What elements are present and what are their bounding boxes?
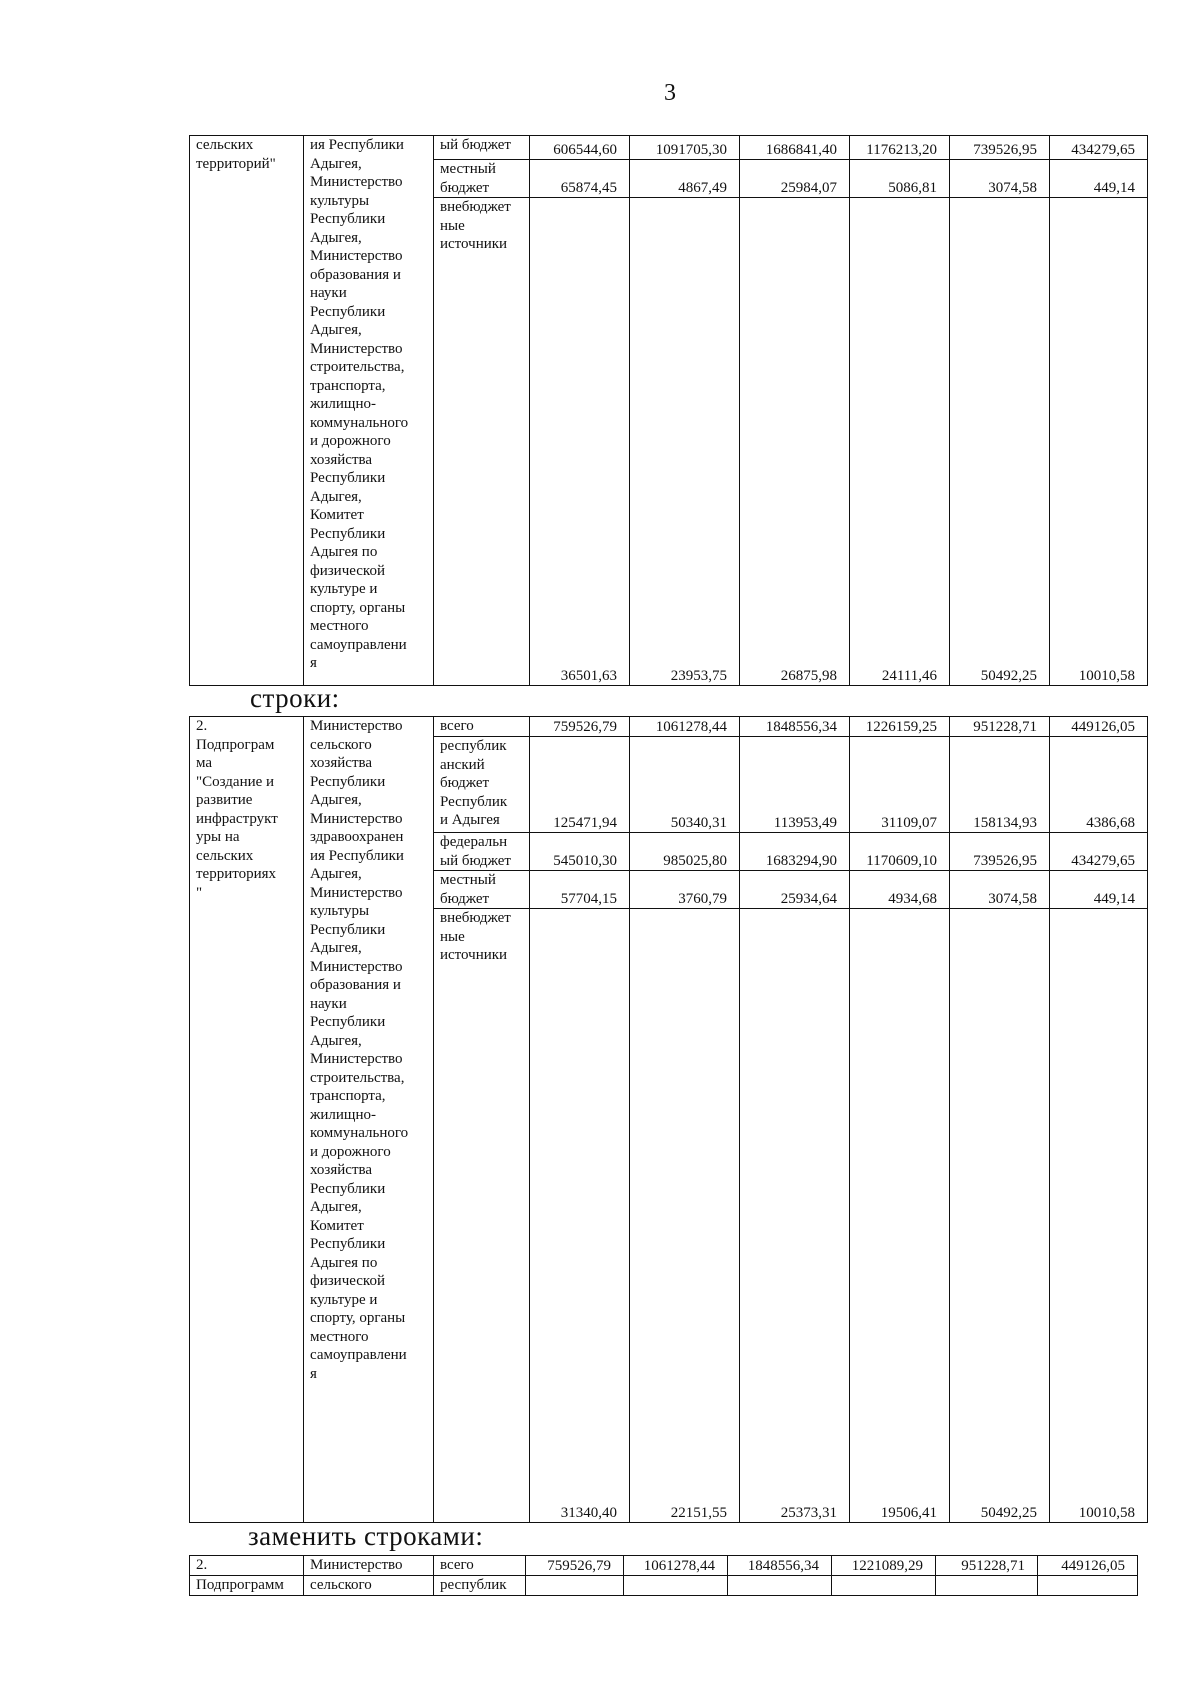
value-cell: 759526,79 xyxy=(526,1556,624,1576)
value-cell: 1091705,30 xyxy=(630,136,740,160)
value-cell: 57704,15 xyxy=(530,871,630,909)
source-cell: всего xyxy=(434,1556,526,1576)
value-cell: 449126,05 xyxy=(1050,717,1148,737)
value-cell: 22151,55 xyxy=(630,909,740,1523)
value-cell: 739526,95 xyxy=(950,833,1050,871)
value-cell: 19506,41 xyxy=(850,909,950,1523)
value-cell: 951228,71 xyxy=(936,1556,1038,1576)
value-cell: 50340,31 xyxy=(630,737,740,833)
value-cell: 4934,68 xyxy=(850,871,950,909)
source-cell: внебюджет ные источники xyxy=(434,198,530,686)
value-cell: 1170609,10 xyxy=(850,833,950,871)
value-cell: 25984,07 xyxy=(740,160,850,198)
value-cell xyxy=(526,1576,624,1596)
value-cell: 50492,25 xyxy=(950,198,1050,686)
value-cell: 449126,05 xyxy=(1038,1556,1138,1576)
value-cell: 125471,94 xyxy=(530,737,630,833)
program-cell: 2. Подпрограм ма "Создание и развитие инфраструкт уры на сельских территориях " xyxy=(190,717,304,1523)
value-cell: 25934,64 xyxy=(740,871,850,909)
value-cell: 606544,60 xyxy=(530,136,630,160)
value-cell: 31109,07 xyxy=(850,737,950,833)
source-cell: местный бюджет xyxy=(434,160,530,198)
value-cell: 3074,58 xyxy=(950,160,1050,198)
value-cell: 10010,58 xyxy=(1050,909,1148,1523)
value-cell: 1176213,20 xyxy=(850,136,950,160)
value-cell xyxy=(1038,1576,1138,1596)
value-cell: 36501,63 xyxy=(530,198,630,686)
table-row xyxy=(190,1576,1138,1596)
source-cell: ый бюджет xyxy=(434,136,530,160)
section-heading-strings: строки: xyxy=(250,683,340,713)
table-row xyxy=(190,717,1148,737)
program-cell: сельских территорий" xyxy=(190,136,304,686)
value-cell: 1683294,90 xyxy=(740,833,850,871)
value-cell: 1848556,34 xyxy=(740,717,850,737)
table-row xyxy=(190,136,1148,160)
source-cell: республик анский бюджет Республик и Адыгея xyxy=(434,737,530,833)
table-new-rows xyxy=(189,1555,1138,1596)
value-cell: 113953,49 xyxy=(740,737,850,833)
value-cell: 951228,71 xyxy=(950,717,1050,737)
value-cell: 434279,65 xyxy=(1050,136,1148,160)
value-cell: 449,14 xyxy=(1050,160,1148,198)
value-cell: 4867,49 xyxy=(630,160,740,198)
value-cell: 759526,79 xyxy=(530,717,630,737)
value-cell: 1848556,34 xyxy=(728,1556,832,1576)
value-cell: 50492,25 xyxy=(950,909,1050,1523)
program-cell: 2. xyxy=(190,1556,304,1576)
value-cell: 158134,93 xyxy=(950,737,1050,833)
executor-cell: Министерство xyxy=(304,1556,434,1576)
table-continued xyxy=(189,135,1148,686)
value-cell xyxy=(832,1576,936,1596)
source-cell: федеральн ый бюджет xyxy=(434,833,530,871)
source-cell: республик xyxy=(434,1576,526,1596)
value-cell: 545010,30 xyxy=(530,833,630,871)
value-cell: 1686841,40 xyxy=(740,136,850,160)
source-cell: внебюджет ные источники xyxy=(434,909,530,1523)
value-cell: 1061278,44 xyxy=(624,1556,728,1576)
value-cell: 26875,98 xyxy=(740,198,850,686)
value-cell: 4386,68 xyxy=(1050,737,1148,833)
executor-cell: Министерство сельского хозяйства Республики Адыгея, Министерство здравоохранен ия Республики Адыгея, Министерство культуры Республики Адыгея, Министерство образования и науки Республики Адыгея, Министерство строительства, транспорта, жилищно- коммунального и дорожного хозяйства Республики Адыгея, Комитет Республики Адыгея по физической культуре и спорту, органы местного самоуправлени я xyxy=(304,717,434,1523)
executor-cell: сельского xyxy=(304,1576,434,1596)
source-cell: местный бюджет xyxy=(434,871,530,909)
value-cell: 31340,40 xyxy=(530,909,630,1523)
value-cell xyxy=(624,1576,728,1596)
executor-cell: ия Республики Адыгея, Министерство культуры Республики Адыгея, Министерство образования и науки Республики Адыгея, Министерство строительства, транспорта, жилищно- коммунального и дорожного хозяйства Республики Адыгея, Комитет Республики Адыгея по физической культуре и спорту, органы местного самоуправлени я xyxy=(304,136,434,686)
section-heading-replace: заменить строками: xyxy=(248,1521,484,1551)
value-cell: 10010,58 xyxy=(1050,198,1148,686)
program-cell: Подпрограмм xyxy=(190,1576,304,1596)
value-cell: 24111,46 xyxy=(850,198,950,686)
value-cell: 23953,75 xyxy=(630,198,740,686)
value-cell: 65874,45 xyxy=(530,160,630,198)
value-cell xyxy=(936,1576,1038,1596)
value-cell: 5086,81 xyxy=(850,160,950,198)
value-cell: 1061278,44 xyxy=(630,717,740,737)
page-number: 3 xyxy=(664,80,676,106)
value-cell: 985025,80 xyxy=(630,833,740,871)
table-row xyxy=(190,1556,1138,1576)
value-cell: 449,14 xyxy=(1050,871,1148,909)
table-old-rows xyxy=(189,716,1148,1523)
value-cell xyxy=(728,1576,832,1596)
value-cell: 3074,58 xyxy=(950,871,1050,909)
value-cell: 25373,31 xyxy=(740,909,850,1523)
value-cell: 739526,95 xyxy=(950,136,1050,160)
source-cell: всего xyxy=(434,717,530,737)
value-cell: 1226159,25 xyxy=(850,717,950,737)
value-cell: 1221089,29 xyxy=(832,1556,936,1576)
value-cell: 3760,79 xyxy=(630,871,740,909)
value-cell: 434279,65 xyxy=(1050,833,1148,871)
